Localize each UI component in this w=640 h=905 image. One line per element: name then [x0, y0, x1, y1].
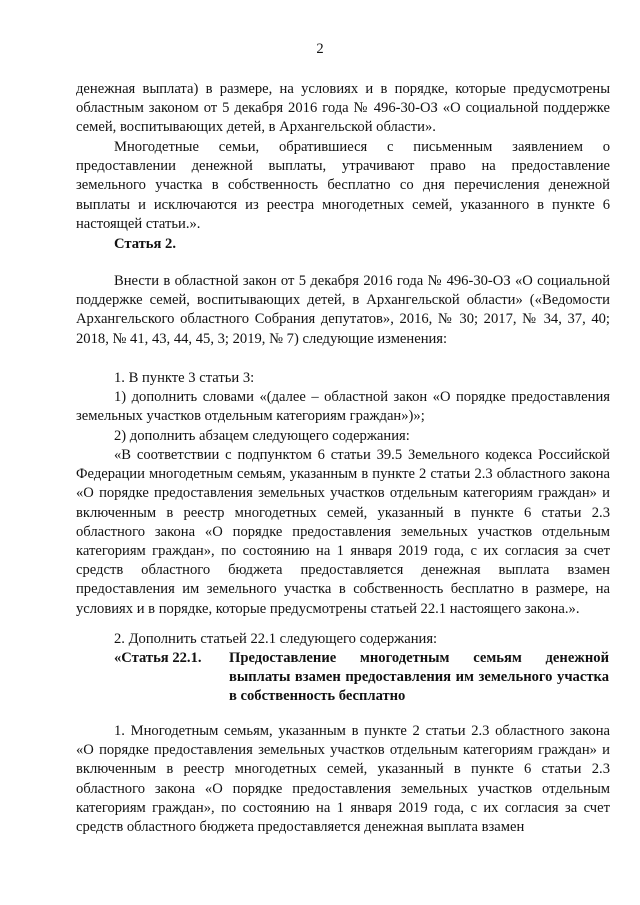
paragraph-3: Внести в областной закон от 5 декабря 2016 года № 496-30-ОЗ «О социальной поддержке семей, воспитывающих детей, в Архангельской области» («Ведомости Архангельского областного Собрания депутатов», 2016, № 30; 2017, № 34, 37, 40; 2018, № 41, 43, 44, 45, 3; 2019, № 7) следующие изменения: [76, 273, 610, 347]
paragraph-9: 1. Многодетным семьям, указанным в пункте 2 статьи 2.3 областного закона «О порядке предоставления земельных участков отдельным категориям граждан» и включенным в реестр многодетных семей, указанный в пункте 6 статьи 2.3 областного закона «О порядке предоставления земельных участков отдельным категориям граждан», по состоянию на 1 января 2019 года, с их согласия за счет средств областного бюджета предоставляется денежная выплата взамен [76, 723, 610, 836]
paragraph-5: 1) дополнить словами «(далее – областной закон «О порядке предоставления земельных участков отдельным категориям граждан»)»; [76, 389, 610, 425]
paragraph-1: денежная выплата) в размере, на условиях и в порядке, которые предусмотрены областным законом от 5 декабря 2016 года № 496-30-ОЗ «О социальной поддержке семей, воспитывающих детей, в Архангельской области». [76, 81, 610, 136]
paragraph-8: 2. Дополнить статьей 22.1 следующего содержания: [114, 631, 438, 647]
article-22-1-title: Предоставление многодетным семьям денежной выплаты взамен предоставления им земельного участка в собственность бесплатно [229, 650, 609, 705]
paragraph-4: 1. В пункте 3 статьи 3: [114, 370, 255, 386]
article-2-heading: Статья 2. [114, 236, 176, 252]
article-22-1-label: «Статья 22.1. [114, 650, 202, 666]
page-number: 2 [316, 41, 324, 57]
paragraph-7: «В соответствии с подпунктом 6 статьи 39.5 Земельного кодекса Российской Федерации многодетным семьям, указанным в пункте 2 статьи 2.3 областного закона «О порядке предоставления земельных участков отдельным категориям граждан» и включенным в реестр многодетных семей, указанный в пункте 6 статьи 2.3 областного закона «О порядке предоставления земельных участков отдельным категориям граждан», по состоянию на 1 января 2019 года, с их согласия за счет средств областного бюджета предоставляется денежная выплата взамен предоставления им земельного участка в собственность бесплатно в размере, на условиях и в порядке, которые предусмотрены статьей 22.1 настоящего закона.». [76, 447, 610, 617]
paragraph-2: Многодетные семьи, обратившиеся с письменным заявлением о предоставлении денежной выплаты, утрачивают право на предоставление земельного участка в собственность бесплатно со дня перечисления денежной выплаты и исключаются из реестра многодетных семей, указанного в пункте 6 настоящей статьи.». [76, 139, 610, 232]
paragraph-6: 2) дополнить абзацем следующего содержания: [114, 428, 410, 444]
